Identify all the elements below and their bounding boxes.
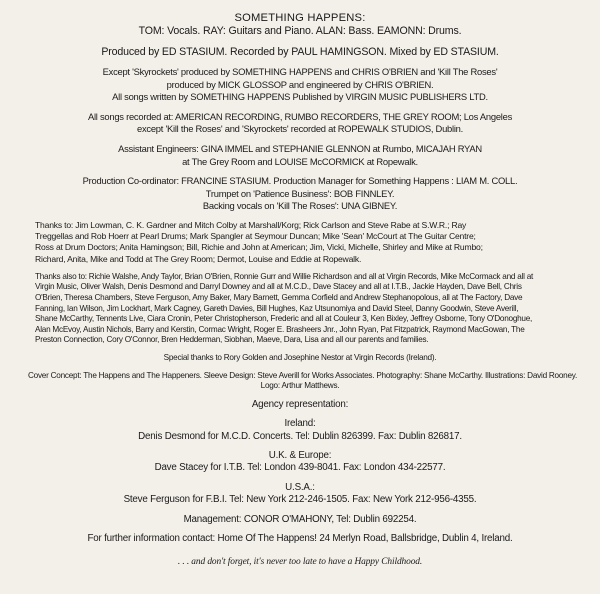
thanks-also-line: Virgin Music, Oliver Walsh, Denis Desmond and Darryl Downey and all at M.C.D., Dave Stacey and all at I.T.B., Jackie Hayden, Dave Bell, Chris — [35, 282, 522, 292]
lineup: TOM: Vocals. RAY: Guitars and Piano. ALAN: Bass. EAMONN: Drums. — [138, 25, 462, 37]
assistant-line: Assistant Engineers: GINA IMMEL and STEPHANIE GLENNON at Rumbo, MICAJAH RYAN — [118, 142, 482, 154]
producer-credit: Produced by ED STASIUM. Recorded by PAUL HAMINGSON. Mixed by ED STASIUM. — [101, 45, 499, 58]
recording-credits — [28, 111, 572, 136]
except-line: Except 'Skyrockets' produced by SOMETHING HAPPENS and CHRIS O'BRIEN and 'Kill The Roses' — [102, 66, 498, 77]
cover-line: Logo: Arthur Matthews. — [260, 381, 340, 391]
agency-uk-europe — [28, 450, 572, 475]
thanks-also-line: Preston Connection, Cory O'Connor, Bren Hedderman, Siobhan, Maeve, Dara, Lisa and all our parents and families. — [35, 335, 429, 345]
thanks-also-line: O'Brien, Theresa Chambers, Steve Ferguson, Amy Baker, Mary Barnett, Gemma Corfield and Andrew Stephanopolous, all at The Factory, Dave — [35, 292, 523, 302]
management: Management: CONOR O'MAHONY, Tel: Dublin 692254. — [183, 513, 417, 525]
special-thanks: Special thanks to Rory Golden and Josephine Nestor at Virgin Records (Ireland). — [163, 352, 437, 362]
agency-usa — [28, 482, 572, 507]
agency-region: U.K. & Europe: — [268, 449, 332, 461]
agency-detail: Steve Ferguson for F.B.I. Tel: New York 212-246-1505. Fax: New York 212-956-4355. — [123, 494, 477, 506]
coordinator-line: Backing vocals on 'Kill The Roses': UNA GIBNEY. — [202, 200, 398, 212]
thanks-to-line: Treggellas and Rob Hoerr at Pearl Drums; Mark Spangler at Seymour Duncan; Mike 'Sean' McCourt at The Guitar Centre; — [35, 231, 476, 242]
except-credits — [28, 66, 572, 104]
band-name: SOMETHING HAPPENS: — [234, 12, 366, 24]
assistant-line: at The Grey Room and LOUISE McCORMICK at Ropewalk. — [182, 155, 418, 167]
agency-region: Ireland: — [284, 418, 316, 430]
thanks-also-line: Alan McEvoy, Austin Nichols, Barry and Kerstin, Cormac Wright, Roger E. Brasheers Jnr., John Ryan, Pat Fitzpatrick, Raymond MacGowan, The — [35, 324, 525, 334]
thanks-also-line: Shane McCarthy, Tennents Live, Ciara Cronin, Peter Christopherson, Frederic and all at Couleur 3, Ken Bixley, Jeffrey Osborne, Tony O'Donoghue, — [35, 314, 533, 324]
recorded-line: except 'Kill the Roses' and 'Skyrockets' recorded at ROPEWALK STUDIOS, Dublin. — [137, 123, 463, 135]
agency-heading: Agency representation: — [251, 398, 349, 410]
cover-line: Cover Concept: The Happens and The Happeners. Sleeve Design: Steve Averill for Works Associates. Photography: Shane McCarthy. Illustrations: David Rooney. — [28, 370, 578, 380]
thanks-also-line: Fanning, Ian Wilson, Jim Lockhart, Mark Cagney, Gareth Davies, Bill Hughes, Kaz Utsunomiya and David Steel, Danny Goodwin, Steve Averill, — [35, 303, 519, 313]
tagline: . . . and don't forget, it's never too late to have a Happy Childhood. — [177, 557, 423, 568]
agency-detail: Denis Desmond for M.C.D. Concerts. Tel: Dublin 826399. Fax: Dublin 826817. — [138, 430, 462, 442]
contact-info: For further information contact: Home Of The Happens! 24 Merlyn Road, Ballsbridge, Dublin 4, Ireland. — [87, 532, 513, 544]
cover-credits — [28, 370, 578, 392]
thanks-to — [35, 220, 572, 265]
agency-ireland — [28, 418, 572, 443]
assistant-engineers — [28, 143, 572, 168]
thanks-to-line: Ross at Drum Doctors; Anita Hamingson; Bill, Richie and John at American; Jim, Vicki, Michelle, Shirley and Mike at Rumbo; — [35, 242, 483, 253]
agency-detail: Dave Stacey for I.T.B. Tel: London 439-8041. Fax: London 434-22577. — [154, 462, 446, 474]
thanks-also — [35, 272, 572, 346]
agency-region: U.S.A.: — [285, 481, 315, 493]
thanks-also-line: Thanks also to: Richie Walshe, Andy Taylor, Brian O'Brien, Ronnie Gurr and Willie Richardson and all at Virgin Records, Mike McCormack and all at — [35, 271, 534, 281]
except-line: produced by MICK GLOSSOP and engineered by CHRIS O'BRIEN. — [166, 78, 434, 90]
thanks-to-line: Richard, Anita, Mike and Todd at The Grey Room; Dermot, Louise and Eddie at Ropewalk. — [35, 253, 362, 264]
recorded-line: All songs recorded at: AMERICAN RECORDING, RUMBO RECORDERS, THE GREY ROOM; Los Angeles — [87, 110, 513, 122]
thanks-to-line: Thanks to: Jim Lowman, C. K. Gardner and Mitch Colby at Marshall/Korg; Rick Carlson and Steve Rabe at S.W.R.; Ray — [35, 219, 467, 230]
coordinator-line: Production Co-ordinator: FRANCINE STASIUM. Production Manager for Something Happens : LIAM M. COLL. — [82, 175, 518, 187]
except-line: All songs written by SOMETHING HAPPENS Published by VIRGIN MUSIC PUBLISHERS LTD. — [112, 91, 488, 103]
coordinator-line: Trumpet on 'Patience Business': BOB FINNLEY. — [205, 187, 395, 199]
production-coordinator — [28, 175, 572, 213]
